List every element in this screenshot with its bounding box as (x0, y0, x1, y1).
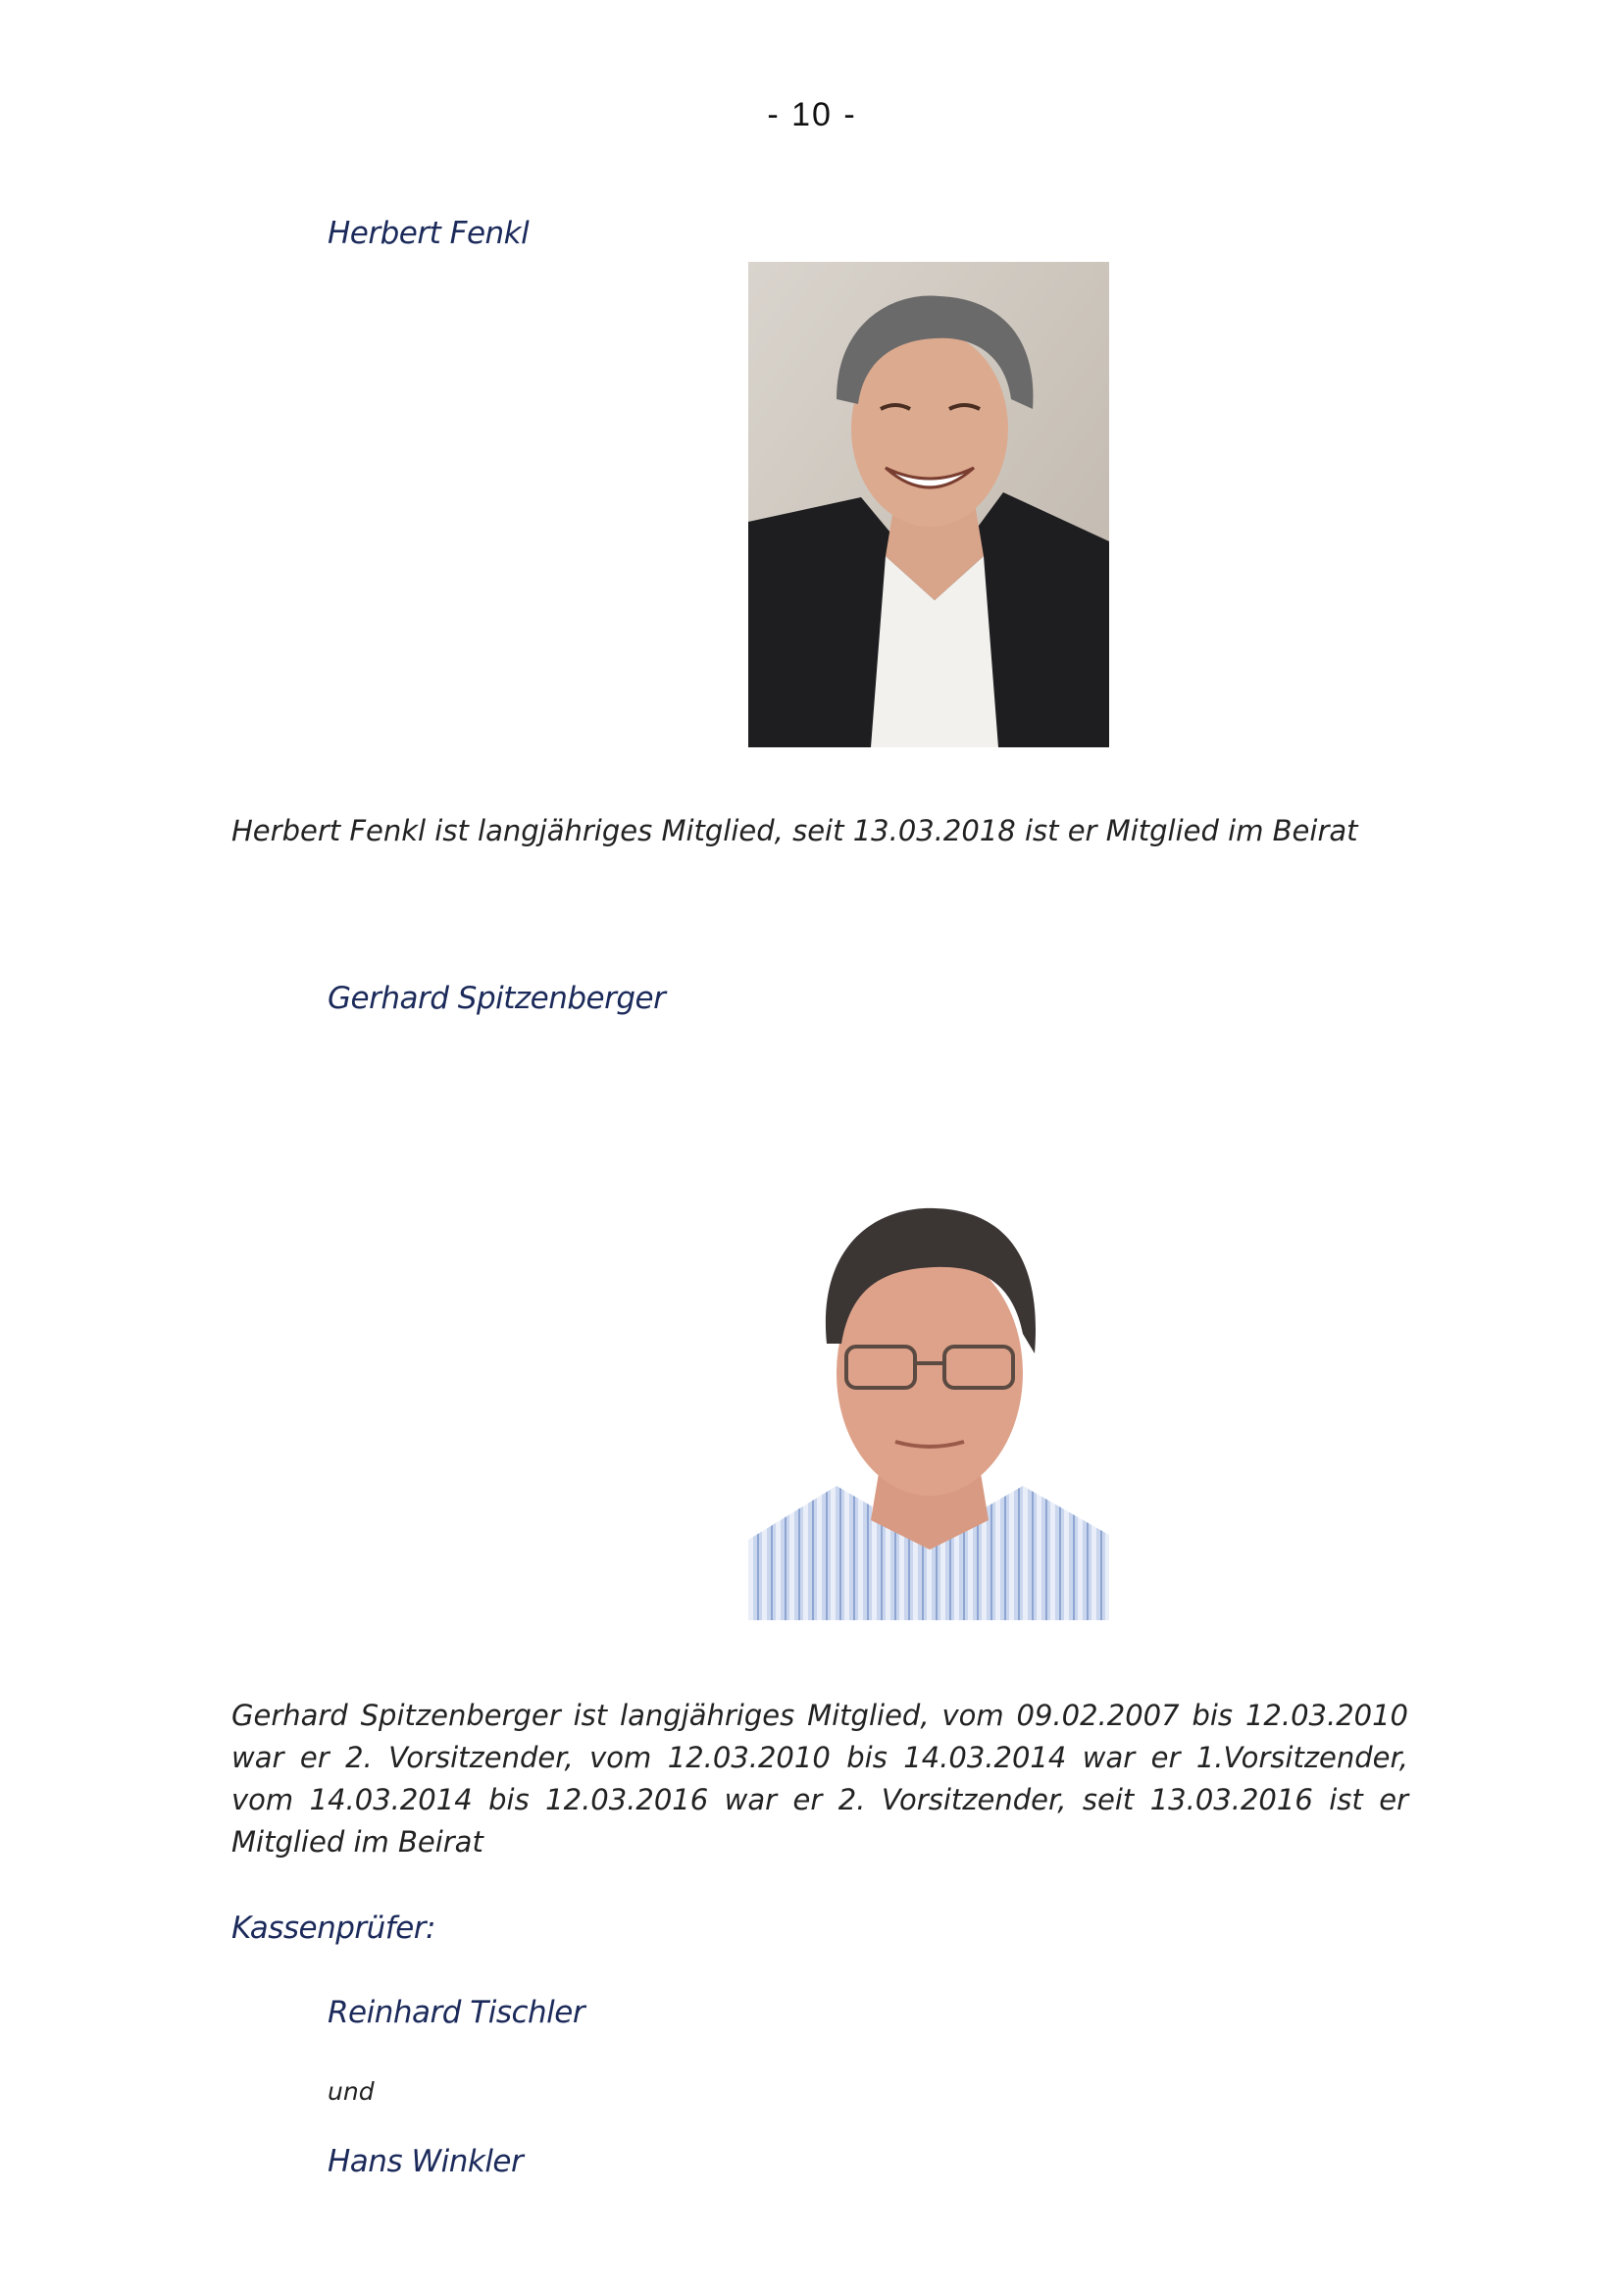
section-heading-kassenpruefer: Kassenprüfer: (231, 1911, 435, 1946)
person-name-herbert-fenkl: Herbert Fenkl (328, 216, 530, 251)
bio-herbert-fenkl: Herbert Fenkl ist langjähriges Mitglied, seit 13.03.2018 ist er Mitglied im Beirat (231, 814, 1358, 847)
bio-gerhard-spitzenberger: Gerhard Spitzenberger ist langjähriges Mitglied, vom 09.02.2007 bis 12.03.2010 war er 2. Vorsitzender, vom 12.03.2010 bis 14.03.2014 war er 1.Vorsitzender, vom 14.03.2014 bis 12.03.2016 war er 2. Vorsitzender, seit 13.03.2016 ist er Mitglied im Beirat (231, 1699, 1408, 1859)
portrait-photo-herbert-fenkl (748, 262, 1109, 747)
portrait-photo-gerhard-spitzenberger (748, 1147, 1109, 1620)
auditor-name-hans-winkler: Hans Winkler (328, 2144, 524, 2179)
page-number: - 10 - (767, 96, 857, 133)
auditor-name-reinhard-tischler: Reinhard Tischler (328, 1995, 585, 2030)
person-name-gerhard-spitzenberger: Gerhard Spitzenberger (328, 981, 666, 1016)
connector-und: und (328, 2077, 375, 2106)
